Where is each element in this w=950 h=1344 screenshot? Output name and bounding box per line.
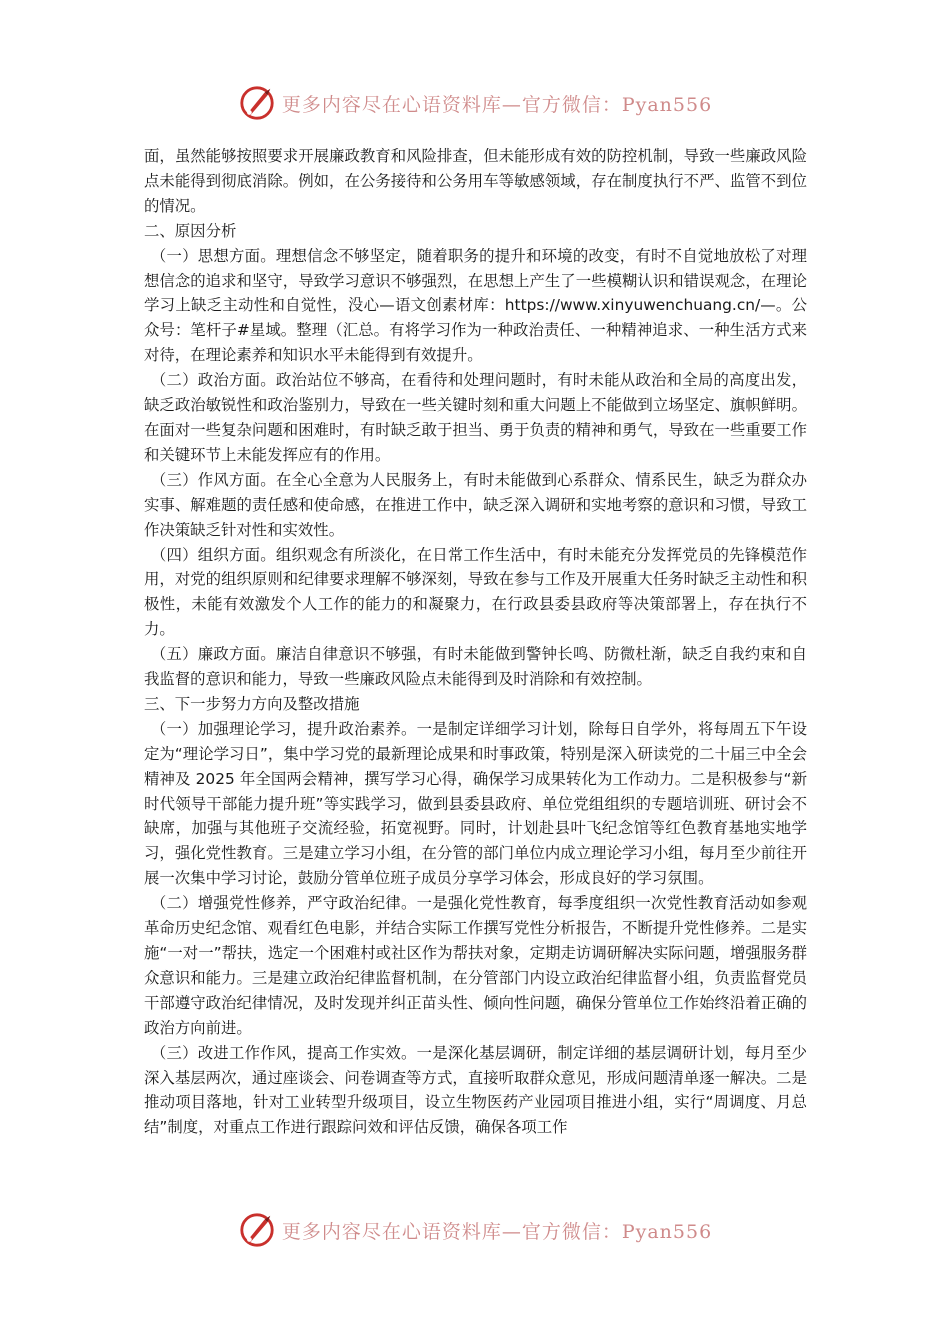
section-heading-cause-analysis: 二、原因分析 — [144, 221, 237, 240]
document-body — [144, 144, 807, 1140]
quill-logo-icon — [238, 1211, 276, 1249]
paragraph-work-improvement: （三）改进工作作风，提高工作实效。一是深化基层调研，制定详细的基层调研计划，每月至少深入基层两次，通过座谈会、问卷调查等方式，直接听取群众意见，形成问题清单逐一解决。二是推动项目落地，针对工业转型升级项目，设立生物医药产业园项目推进小组，实行“周调度、月总结”制度，对重点工作进行跟踪问效和评估反馈，确保各项工作 — [144, 1043, 807, 1137]
paragraph-politics: （二）政治方面。政治站位不够高，在看待和处理问题时，有时未能从政治和全局的高度出发，缺乏政治敏锐性和政治鉴别力，导致在一些关键时刻和重大问题上不能做到立场坚定、旗帜鲜明。在面对一些复杂问题和困难时，有时缺乏敢于担当、勇于负责的精神和勇气，导致在一些重要工作和关键环节上未能发挥应有的作用。 — [144, 371, 807, 464]
header-watermark-banner — [0, 84, 950, 122]
paragraph-continued: 面，虽然能够按照要求开展廉政教育和风险排查，但未能形成有效的防控机制，导致一些廉政风险点未能得到彻底消除。例如，在公务接待和公务用车等敏感领域，存在制度执行不严、监管不到位的情况。 — [144, 147, 807, 215]
footer-banner-text: 更多内容尽在心语资料库—官方微信：Pyan556 — [281, 1220, 713, 1243]
paragraph-theory-study: （一）加强理论学习，提升政治素养。一是制定详细学习计划，除每日自学外，将每周五下午设定为“理论学习日”，集中学习党的最新理论成果和时事政策，特别是深入研读党的二十届三中全会精神及 2025 年全国两会精神，撰写学习心得，确保学习成果转化为工作动力。二是积极参与“新时代领导干部能力提升班”等实践学习，做到县委县政府、单位党组组织的专题培训班、研讨会不缺席，加强与其他班子交流经验，拓宽视野。同时，计划赴县叶飞纪念馆等红色教育基地实地学习，强化党性教育。三是建立学习小组，在分管的部门单位内成立理论学习小组，每月至少前往开展一次集中学习讨论，鼓励分管单位班子成员分享学习体会，形成良好的学习氛围。 — [144, 719, 807, 888]
quill-logo-icon — [238, 84, 276, 122]
header-banner-text: 更多内容尽在心语资料库—官方微信：Pyan556 — [281, 93, 713, 116]
section-heading-next-steps: 三、下一步努力方向及整改措施 — [144, 694, 360, 713]
paragraph-party-spirit: （二）增强党性修养，严守政治纪律。一是强化党性教育，每季度组织一次党性教育活动如参观革命历史纪念馆、观看红色电影，并结合实际工作撰写党性分析报告，不断提升党性修养。二是实施“一对一”帮扶，选定一个困难村或社区作为帮扶对象，定期走访调研解决实际问题，增强服务群众意识和能力。三是建立政治纪律监督机制，在分管部门内设立政治纪律监督小组，负责监督党员干部遵守政治纪律情况，及时发现并纠正苗头性、倾向性问题，确保分管单位工作始终沿着正确的政治方向前进。 — [144, 894, 807, 1037]
paragraph-ideology: （一）思想方面。理想信念不够坚定，随着职务的提升和环境的改变，有时不自觉地放松了对理想信念的追求和坚守，导致学习意识不够强烈，在思想上产生了一些模糊认识和错误观念，在理论学习上缺乏主动性和自觉性，没心—语文创素材库：https://www.xinyuwenchuang.cn/—。公众号：笔杆子#星域。整理（汇总。有将学习作为一种政治责任、一种精神追求、一种生活方式来对待，在理论素养和知识水平未能得到有效提升。 — [144, 246, 807, 365]
paragraph-organization: （四）组织方面。组织观念有所淡化，在日常工作生活中，有时未能充分发挥党员的先锋模范作用，对党的组织原则和纪律要求理解不够深刻，导致在参与工作及开展重大任务时缺乏主动性和积极性，未能有效激发个人工作的能力的和凝聚力，在行政县委县政府等决策部署上，存在执行不力。 — [144, 545, 807, 639]
paragraph-work-style: （三）作风方面。在全心全意为人民服务上，有时未能做到心系群众、情系民生，缺乏为群众办实事、解难题的责任感和使命感，在推进工作中，缺乏深入调研和实地考察的意识和习惯，导致工作决策缺乏针对性和实效性。 — [144, 470, 807, 539]
paragraph-integrity: （五）廉政方面。廉洁自律意识不够强，有时未能做到警钟长鸣、防微杜渐，缺乏自我约束和自我监督的意识和能力，导致一些廉政风险点未能得到及时消除和有效控制。 — [144, 645, 807, 689]
footer-watermark-banner — [0, 1211, 950, 1249]
